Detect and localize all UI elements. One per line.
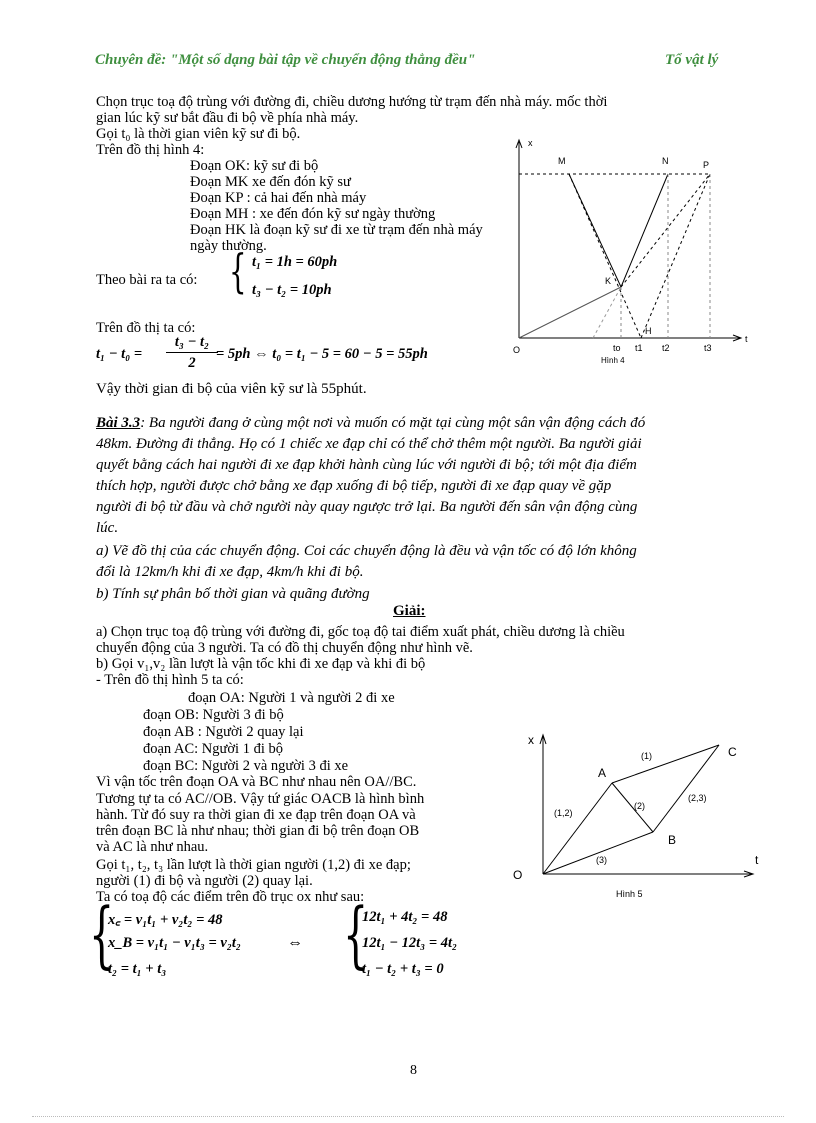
fig4-label-t: t	[745, 334, 748, 344]
fig4-dash-kp	[621, 174, 710, 287]
sol-line-2: chuyển động của 3 người. Ta có đồ thị chuyển động như hình vẽ.	[96, 640, 473, 656]
segment-kp: Đoạn KP : cả hai đến nhà máy	[190, 190, 367, 206]
bai33-line-4: thích hợp, người được chở bằng xe đạp xuống đi bộ tiếp, người đi xe đạp quay về gặp	[96, 478, 612, 494]
segment-mh: Đoạn MH : xe đến đón kỹ sư ngày thường	[190, 206, 436, 222]
sol-after-6: Gọi t₁, t₂, t₃ lần lượt là thời gian người (1,2) đi xe đạp;	[96, 857, 411, 873]
fig4-label-t3: t3	[704, 343, 712, 353]
segment-mk: Đoạn MK xe đến đón kỹ sư	[190, 174, 351, 190]
equiv-symbol: ⇔	[287, 934, 303, 951]
sys-right-2: 12t₁ − 12t₃ = 4t₂	[362, 935, 458, 951]
fig4-label-t0: to	[613, 343, 621, 353]
fig4-label-n: N	[662, 156, 669, 166]
fig4-label-t2: t2	[662, 343, 670, 353]
fig5-label-o: O	[513, 868, 523, 882]
bai33-line-8: đổi là 12km/h khi đi xe đạp, 4km/h khi đi bộ.	[96, 564, 364, 580]
fig4-dash-t0	[593, 287, 621, 338]
sys-left-1: x꜀ = v₁t₁ + v₂t₂ = 48	[108, 912, 223, 928]
brace-1: {	[229, 244, 247, 298]
theo-bai-label: Theo bài ra ta có:	[96, 272, 198, 288]
fig5-label-t: t	[755, 853, 759, 867]
eq-t1: t₁ = 1h = 60ph	[252, 254, 338, 270]
sol-line-3: b) Gọi v₁,v₂ lần lượt là vận tốc khi đi xe đạp và khi đi bộ	[96, 656, 426, 672]
sol-seg-ob: đoạn OB: Người 3 đi bộ	[143, 707, 284, 723]
fig4-dash-mh	[569, 174, 641, 338]
fig5-label-3: (3)	[596, 855, 607, 865]
sol-seg-ab: đoạn AB : Người 2 quay lại	[143, 724, 304, 740]
fig4-caption: Hình 4	[601, 356, 625, 365]
fig5-line-ac	[612, 745, 719, 783]
bai33-line-1-text: : Ba người đang ở cùng một nơi và muốn có mặt tại cùng một sân vận động cách đó	[140, 415, 646, 431]
fig5-label-2: (2)	[634, 801, 645, 811]
sol-after-4: trên đoạn BC là như nhau; thời gian đi bộ trên đoạn OB	[96, 823, 420, 839]
brace-sys-left: {	[89, 892, 115, 976]
fig4-dash-hp	[641, 174, 710, 338]
fig5-caption: Hình 5	[616, 889, 643, 899]
fig5-label-c: C	[728, 745, 737, 759]
sol-line-4: - Trên đồ thị hình 5 ta có:	[96, 672, 244, 688]
sol-seg-ac: đoạn AC: Người 1 đi bộ	[143, 741, 283, 757]
bottom-divider	[32, 1116, 784, 1117]
sol-line-1: a) Chọn trục toạ độ trùng với đường đi, gốc toạ độ tai điểm xuất phát, chiều dương là chiều	[96, 624, 625, 640]
sys-right-1: 12t₁ + 4t₂ = 48	[362, 909, 448, 925]
fig5-line-ab	[612, 783, 653, 832]
fig5-line-bc	[653, 745, 719, 832]
part1-line-3: Gọi t₀ là thời gian viên kỹ sư đi bộ.	[96, 126, 301, 142]
eq-main-right: = 5ph ⇔ t₀ = t₁ − 5 = 60 − 5 = 55ph	[216, 346, 428, 362]
eq-main-left: t₁ − t₀ =	[96, 346, 143, 362]
fig5-label-12: (1,2)	[554, 808, 573, 818]
fig4-label-t1: t1	[635, 343, 643, 353]
fig4-label-x: x	[528, 138, 533, 148]
sol-after-1: Vì vận tốc trên đoạn OA và BC như nhau nên OA//BC.	[96, 774, 417, 790]
tren-do-thi-label: Trên đồ thị ta có:	[96, 320, 196, 336]
part1-line-2: gian lúc kỹ sư bắt đầu đi bộ về phía nhà máy.	[96, 110, 359, 126]
fig4-line-kn	[621, 174, 668, 287]
part1-line-1: Chọn trục toạ độ trùng với đường đi, chiều dương hướng từ trạm đến nhà máy. mốc thời	[96, 94, 608, 110]
fig5-label-x: x	[528, 733, 534, 747]
bai33-line-6: lúc.	[96, 520, 119, 536]
segment-ok: Đoạn OK: kỹ sư đi bộ	[190, 158, 319, 174]
giai-heading: Giải:	[393, 603, 426, 619]
fig5-label-a: A	[598, 766, 607, 780]
sol-after-8: Ta có toạ độ các điểm trên đồ trục ox như sau:	[96, 889, 365, 905]
fig4-label-m: M	[558, 156, 566, 166]
fig4-line-ok	[519, 287, 621, 338]
figure-4	[505, 132, 750, 372]
bai33-line-5: người đi bộ từ đầu và chở người này quay ngược trở lại. Ba người đến sân vận động cùng	[96, 499, 638, 515]
fig5-label-b: B	[668, 833, 677, 847]
header-title: Chuyên đề: "Một số dạng bài tập về chuyển động thẳng đều"	[95, 52, 476, 68]
eq-frac-num: t₃ − t₂	[174, 334, 210, 350]
eq-t3-t2: t₃ − t₂ = 10ph	[252, 282, 332, 298]
fig5-label-1: (1)	[641, 751, 652, 761]
segment-hk-cont: ngày thường.	[190, 238, 267, 254]
bai33-line-9: b) Tính sự phân bố thời gian và quãng đường	[96, 586, 370, 602]
brace-sys-right: {	[343, 892, 369, 976]
fraction-bar	[166, 352, 218, 353]
fig4-label-p: P	[703, 160, 710, 170]
sys-left-3: t₂ = t₁ + t₃	[108, 961, 167, 977]
sys-right-3: t₁ − t₂ + t₃ = 0	[362, 961, 444, 977]
bai33-line-7: a) Vẽ đồ thị của các chuyển động. Coi các chuyển động là đều và vận tốc có độ lớn không	[96, 543, 637, 559]
fig5-label-23: (2,3)	[688, 793, 707, 803]
figure-5	[508, 722, 768, 900]
part1-line-4: Trên đồ thị hình 4:	[96, 142, 205, 158]
sol-after-5: và AC là như nhau.	[96, 839, 209, 855]
eq-frac-den: 2	[188, 355, 196, 371]
sol-after-2: Tương tự ta có AC//OB. Vậy tứ giác OACB là hình bình	[96, 791, 425, 807]
sol-after-3: hành. Từ đó suy ra thời gian đi xe đạp trên đoạn OA và	[96, 807, 416, 823]
segment-hk: Đoạn HK là đoạn kỹ sư đi xe từ trạm đến nhà máy	[190, 222, 483, 238]
fig4-label-o: O	[513, 345, 521, 355]
bai33-line-2: 48km. Đường đi thẳng. Họ có 1 chiếc xe đạp chỉ có thể chở thêm một người. Ba người giải	[96, 436, 642, 452]
page-number: 8	[410, 1063, 417, 1078]
sol-seg-bc: đoạn BC: Người 2 và người 3 đi xe	[143, 758, 349, 774]
sol-seg-oa: đoạn OA: Người 1 và người 2 đi xe	[188, 690, 395, 706]
fig4-label-h: H	[645, 326, 652, 336]
sys-left-2: x_B = v₁t₁ − v₁t₃ = v₂t₂	[108, 935, 241, 951]
sol-after-7: người (1) đi bộ và người (2) quay lại.	[96, 873, 313, 889]
fig4-label-k: K	[605, 276, 612, 286]
bai33-line-1	[96, 413, 645, 434]
bai33-label: Bài 3.3	[96, 415, 141, 431]
bai33-line-3: quyết bằng cách hai người đi xe đạp khởi hành cùng lúc với người đi bộ; tới một địa điểm	[96, 457, 637, 473]
header-right: Tổ vật lý	[665, 52, 719, 68]
conclusion: Vậy thời gian đi bộ của viên kỹ sư là 55phút.	[96, 381, 367, 397]
